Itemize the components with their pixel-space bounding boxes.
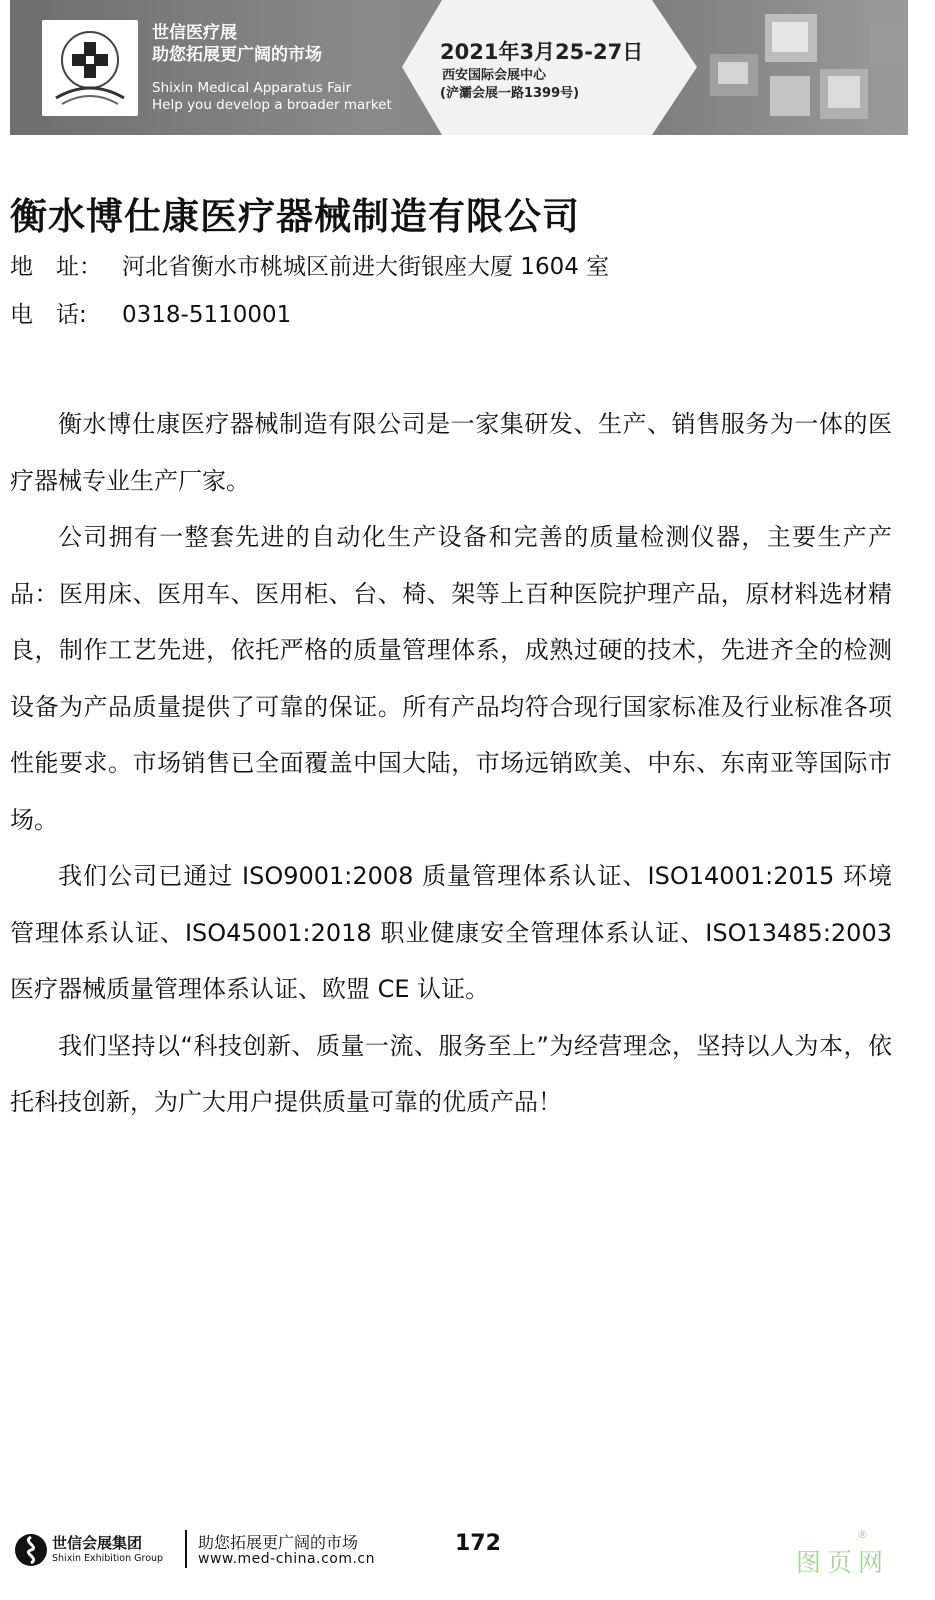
address-label: 地 址： bbox=[10, 254, 102, 280]
footer-divider bbox=[185, 1530, 187, 1568]
group-name-cn: 世信会展集团 bbox=[52, 1534, 143, 1552]
paragraph-philosophy: 我们坚持以“科技创新、质量一流、服务至上”为经营理念，坚持以人为本，依托科技创新，为广大用户提供质量可靠的优质产品！ bbox=[10, 1031, 892, 1116]
address-value: 河北省衡水市桃城区前进大街银座大厦 1604 室 bbox=[122, 254, 610, 280]
fair-banner bbox=[10, 0, 908, 135]
event-address: (浐灞会展一路1399号) bbox=[440, 86, 580, 101]
fair-slogan-en bbox=[152, 80, 392, 114]
company-description bbox=[10, 396, 892, 1131]
event-venue: 西安国际会展中心 bbox=[442, 68, 547, 83]
site-watermark: 图页网 bbox=[796, 1548, 890, 1577]
phone-row bbox=[10, 296, 291, 329]
fair-slogan-cn bbox=[152, 22, 322, 66]
fair-logo bbox=[42, 20, 138, 116]
fair-name-cn: 世信医疗展 bbox=[152, 23, 237, 43]
fair-name-en: Shixin Medical Apparatus Fair bbox=[152, 80, 352, 96]
footer-website: www.med-china.com.cn bbox=[198, 1551, 375, 1567]
medical-devices-photo bbox=[710, 14, 905, 124]
fair-tagline-cn: 助您拓展更广阔的市场 bbox=[152, 45, 322, 65]
registered-mark: ® bbox=[857, 1528, 868, 1541]
fair-tagline-en: Help you develop a broader market bbox=[152, 97, 392, 113]
shixin-group-logo-icon bbox=[14, 1533, 48, 1567]
paragraph-intro: 衡水博仕康医疗器械制造有限公司是一家集研发、生产、销售服务为一体的医疗器械专业生产厂家。 bbox=[10, 410, 892, 495]
page-number: 172 bbox=[455, 1531, 501, 1556]
page-footer bbox=[0, 1525, 935, 1600]
event-date: 2021年3月25-27日 bbox=[440, 40, 644, 64]
phone-label: 电 话: bbox=[10, 302, 87, 328]
group-name-en: Shixin Exhibition Group bbox=[52, 1553, 164, 1564]
footer-slogan: 助您拓展更广阔的市场 bbox=[198, 1533, 359, 1552]
phone-value: 0318-5110001 bbox=[122, 302, 292, 328]
paragraph-products: 公司拥有一整套先进的自动化生产设备和完善的质量检测仪器，主要生产产品：医用床、医用车、医用柜、台、椅、架等上百种医院护理产品，原材料选材精良，制作工艺先进，依托严格的质量管理体系，成熟过硬的技术，先进齐全的检测设备为产品质量提供了可靠的保证。所有产品均符合现行国家标准及行业标准各项性能要求。市场销售已全面覆盖中国大陆，市场远销欧美、中东、东南亚等国际市场。 bbox=[10, 523, 892, 834]
address-row bbox=[10, 248, 609, 281]
medical-cross-logo-icon bbox=[42, 20, 138, 116]
paragraph-certifications: 我们公司已通过 ISO9001:2008 质量管理体系认证、ISO14001:2015 环境管理体系认证、ISO45001:2018 职业健康安全管理体系认证、ISO13485:2003 医疗器械质量管理体系认证、欧盟 CE 认证。 bbox=[10, 862, 892, 1003]
company-name: 衡水博仕康医疗器械制造有限公司 bbox=[10, 195, 580, 238]
